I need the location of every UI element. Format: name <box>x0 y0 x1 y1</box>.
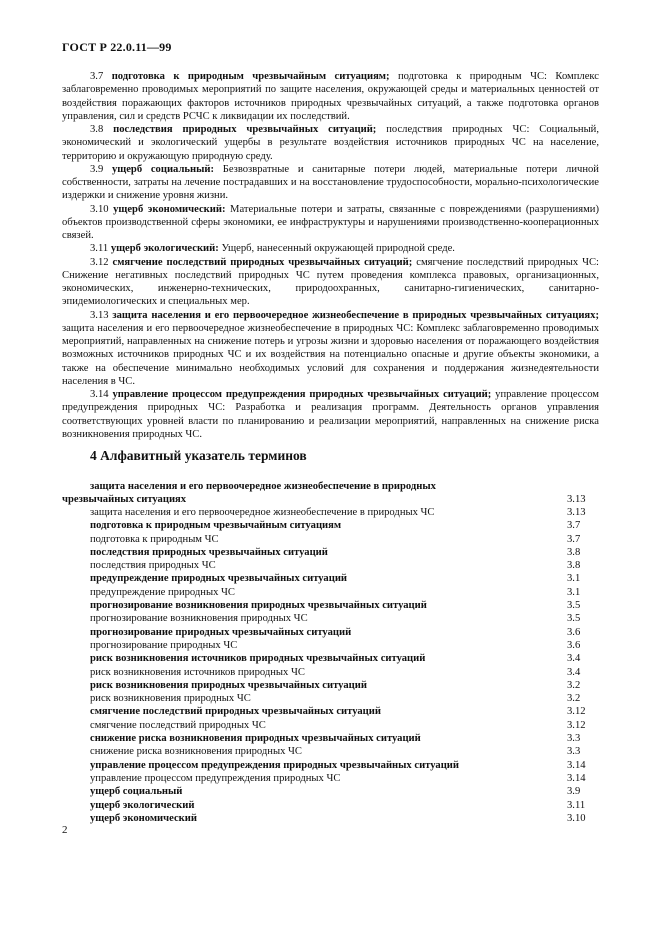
index-term: защита населения и его первоочередное жизнеобеспечение в природных чрезвычайных ситуациях <box>62 481 436 505</box>
index-ref: 3.9 <box>567 786 581 798</box>
index-ref: 3.7 <box>567 533 581 545</box>
definition-text: Ущерб, нанесенный окружающей природной среде. <box>218 243 455 255</box>
index-ref: 3.14 <box>567 759 586 771</box>
definition-term: защита населения и его первоочередное жизнеобеспечение в природных чрезвычайных ситуациях; <box>112 309 599 321</box>
definition-text: смягчение последствий природных ЧС: Снижение негативных последствий природных ЧС путем проведения комплекса правовых, организационных, экономических, инженерно-технических, природоохранных, санитарно-гигиенических, санитарно-эпидемиологических и специальных мер. <box>62 256 599 308</box>
index-ref: 3.5 <box>567 600 581 612</box>
index-term: смягчение последствий природных ЧС <box>90 719 266 731</box>
section-title: 4 Алфавитный указатель терминов <box>90 448 307 463</box>
index-term: риск возникновения природных ЧС <box>90 693 251 705</box>
index-term: снижение риска возникновения природных ЧС <box>90 746 302 758</box>
definition-paragraph <box>62 70 599 123</box>
document-header: ГОСТ Р 22.0.11—99 <box>62 40 172 54</box>
definition-term: ущерб социальный: <box>111 163 214 175</box>
definition-paragraph <box>62 242 599 255</box>
definition-text: управление процессом предупреждения природных ЧС: Разработка и реализация программ. Деятельность органов управления соответствующих уровней власти по планированию и реализации мероприятий, направленных на снижение риска возникновения природных ЧС. <box>62 389 600 440</box>
index-ref: 3.2 <box>567 693 581 705</box>
definition-number: 3.12 <box>90 256 109 268</box>
index-row <box>62 745 607 758</box>
index-term: подготовка к природным чрезвычайным ситуациям <box>90 520 342 532</box>
definition-term: ущерб экономический: <box>113 203 226 215</box>
definition-text: защита населения и его первоочередное жизнеобеспечение в природных ЧС: Комплекс заблаговременно проводимых мероприятий, направленных на снижение потерь и угрозы жизни и здоровью населения от поражающего воздействия возможных источников природных ЧС и их воздействия на потенциально опасные и другие объекты экономики, а также на обеспечение минимально необходимых условий для сохранения и поддержания жизнедеятельности населения в ЧС. <box>62 322 599 387</box>
index-ref: 3.11 <box>567 799 586 811</box>
index-ref: 3.4 <box>567 653 581 665</box>
index-row <box>62 599 607 612</box>
definition-paragraph <box>62 309 599 389</box>
index-row <box>62 572 607 585</box>
definition-number: 3.8 <box>90 124 104 135</box>
index-row <box>62 679 607 692</box>
index-term: прогнозирование возникновения природных чрезвычайных ситуаций <box>90 600 427 612</box>
index-term: управление процессом предупреждения природных чрезвычайных ситуаций <box>90 759 460 771</box>
index-ref: 3.10 <box>567 812 586 824</box>
index-term: риск возникновения источников природных чрезвычайных ситуаций <box>90 653 426 665</box>
definition-term: управление процессом предупреждения природных чрезвычайных ситуаций; <box>112 389 492 400</box>
definition-term: последствия природных чрезвычайных ситуаций; <box>113 124 377 135</box>
index-row <box>62 732 607 745</box>
page-number: 2 <box>62 824 68 836</box>
index-term: управление процессом предупреждения природных ЧС <box>90 772 341 784</box>
definition-number: 3.11 <box>90 243 109 255</box>
index-ref: 3.14 <box>567 772 586 784</box>
index-ref: 3.1 <box>567 586 581 598</box>
index-ref: 3.6 <box>567 626 581 638</box>
index-row <box>62 506 607 519</box>
index-ref: 3.12 <box>567 719 586 731</box>
index-ref: 3.13 <box>567 494 586 505</box>
definition-paragraph <box>62 163 599 203</box>
definition-number: 3.10 <box>90 203 109 215</box>
index-row <box>62 666 607 679</box>
definition-paragraph <box>62 256 599 309</box>
index-ref: 3.2 <box>567 679 581 691</box>
index-row <box>62 799 607 812</box>
index-term: прогнозирование природных чрезвычайных ситуаций <box>90 626 352 638</box>
index-row <box>62 480 607 506</box>
index-term: последствия природных чрезвычайных ситуаций <box>90 546 328 558</box>
definition-number: 3.13 <box>90 309 109 321</box>
index-ref: 3.3 <box>567 746 581 758</box>
index-ref: 3.7 <box>567 520 581 532</box>
index-row <box>62 812 607 825</box>
index-ref: 3.8 <box>567 560 581 572</box>
definition-paragraph <box>62 203 599 243</box>
definition-text: Безвозвратные и санитарные потери людей, материальные потери личной собственности, затраты на лечение пострадавших и на восстановление трудоспособности, морально-психологические издержки и снижение уровня жизни. <box>62 163 599 202</box>
definition-term: смягчение последствий природных чрезвычайных ситуаций; <box>112 256 413 268</box>
definition-paragraph <box>62 123 599 163</box>
index-term: предупреждение природных чрезвычайных ситуаций <box>90 573 348 585</box>
index-row <box>62 559 607 572</box>
index-term: последствия природных ЧС <box>90 560 216 572</box>
index-row <box>62 612 607 625</box>
index-term: снижение риска возникновения природных чрезвычайных ситуаций <box>90 733 421 745</box>
index-row <box>62 719 607 732</box>
index-ref: 3.1 <box>567 573 581 585</box>
index-term: риск возникновения природных чрезвычайных ситуаций <box>90 679 367 691</box>
definition-term: ущерб экологический: <box>110 243 219 255</box>
definition-paragraph <box>62 388 599 441</box>
definition-number: 3.14 <box>90 389 109 400</box>
index-term: прогнозирование природных ЧС <box>90 639 238 651</box>
index-row <box>62 759 607 772</box>
index-term: подготовка к природным ЧС <box>90 533 219 545</box>
index-ref: 3.5 <box>567 613 581 625</box>
index-row <box>62 785 607 798</box>
definition-term: подготовка к природным чрезвычайным ситуациям; <box>111 71 390 82</box>
index-row <box>62 705 607 718</box>
index-row <box>62 519 607 532</box>
index-ref: 3.6 <box>567 639 581 651</box>
index-term: смягчение последствий природных чрезвычайных ситуаций <box>90 706 381 718</box>
index-row <box>62 626 607 639</box>
index-row <box>62 652 607 665</box>
index-term: риск возникновения источников природных ЧС <box>90 666 305 678</box>
index-term: ущерб социальный <box>90 786 183 798</box>
index-ref: 3.12 <box>567 706 586 718</box>
index-term: защита населения и его первоочередное жизнеобеспечение в природных ЧС <box>90 507 435 518</box>
index-term: прогнозирование возникновения природных ЧС <box>90 613 308 625</box>
definition-text: Материальные потери и затраты, связанные с повреждениями (разрушениями) объектов производственной сферы экономики, ее инфраструктуры и нарушениями производственно-кооперационных связей. <box>62 203 600 241</box>
definition-text: подготовка к природным ЧС: Комплекс заблаговременно проводимых мероприятий по защите населения, окружающей среды и материальных ценностей от воздействия поражающих факторов источников природных чрезвычайных ситуаций, а также подготовка органов управления, сил и средств РСЧС к ликвидации их последствий. <box>62 71 599 122</box>
index-row <box>62 692 607 705</box>
index-ref: 3.3 <box>567 733 581 745</box>
index-term: ущерб экологический <box>90 799 195 811</box>
definitions-block <box>62 70 599 441</box>
index-term: ущерб экономический <box>90 812 197 824</box>
definition-number: 3.9 <box>90 163 104 175</box>
definition-number: 3.7 <box>90 71 104 82</box>
index-row <box>62 546 607 559</box>
definition-text: последствия природных ЧС: Социальный, экономический и экологический ущербы в результате воздействия источников природных ЧС на население, территорию и окружающую природную среду. <box>62 124 600 162</box>
index-ref: 3.13 <box>567 507 586 518</box>
index-ref: 3.8 <box>567 546 581 558</box>
index-term: предупреждение природных ЧС <box>90 586 235 598</box>
index-row <box>62 639 607 652</box>
index-ref: 3.4 <box>567 666 581 678</box>
alphabetical-index <box>62 480 607 825</box>
index-row <box>62 533 607 546</box>
index-row <box>62 586 607 599</box>
index-row <box>62 772 607 785</box>
